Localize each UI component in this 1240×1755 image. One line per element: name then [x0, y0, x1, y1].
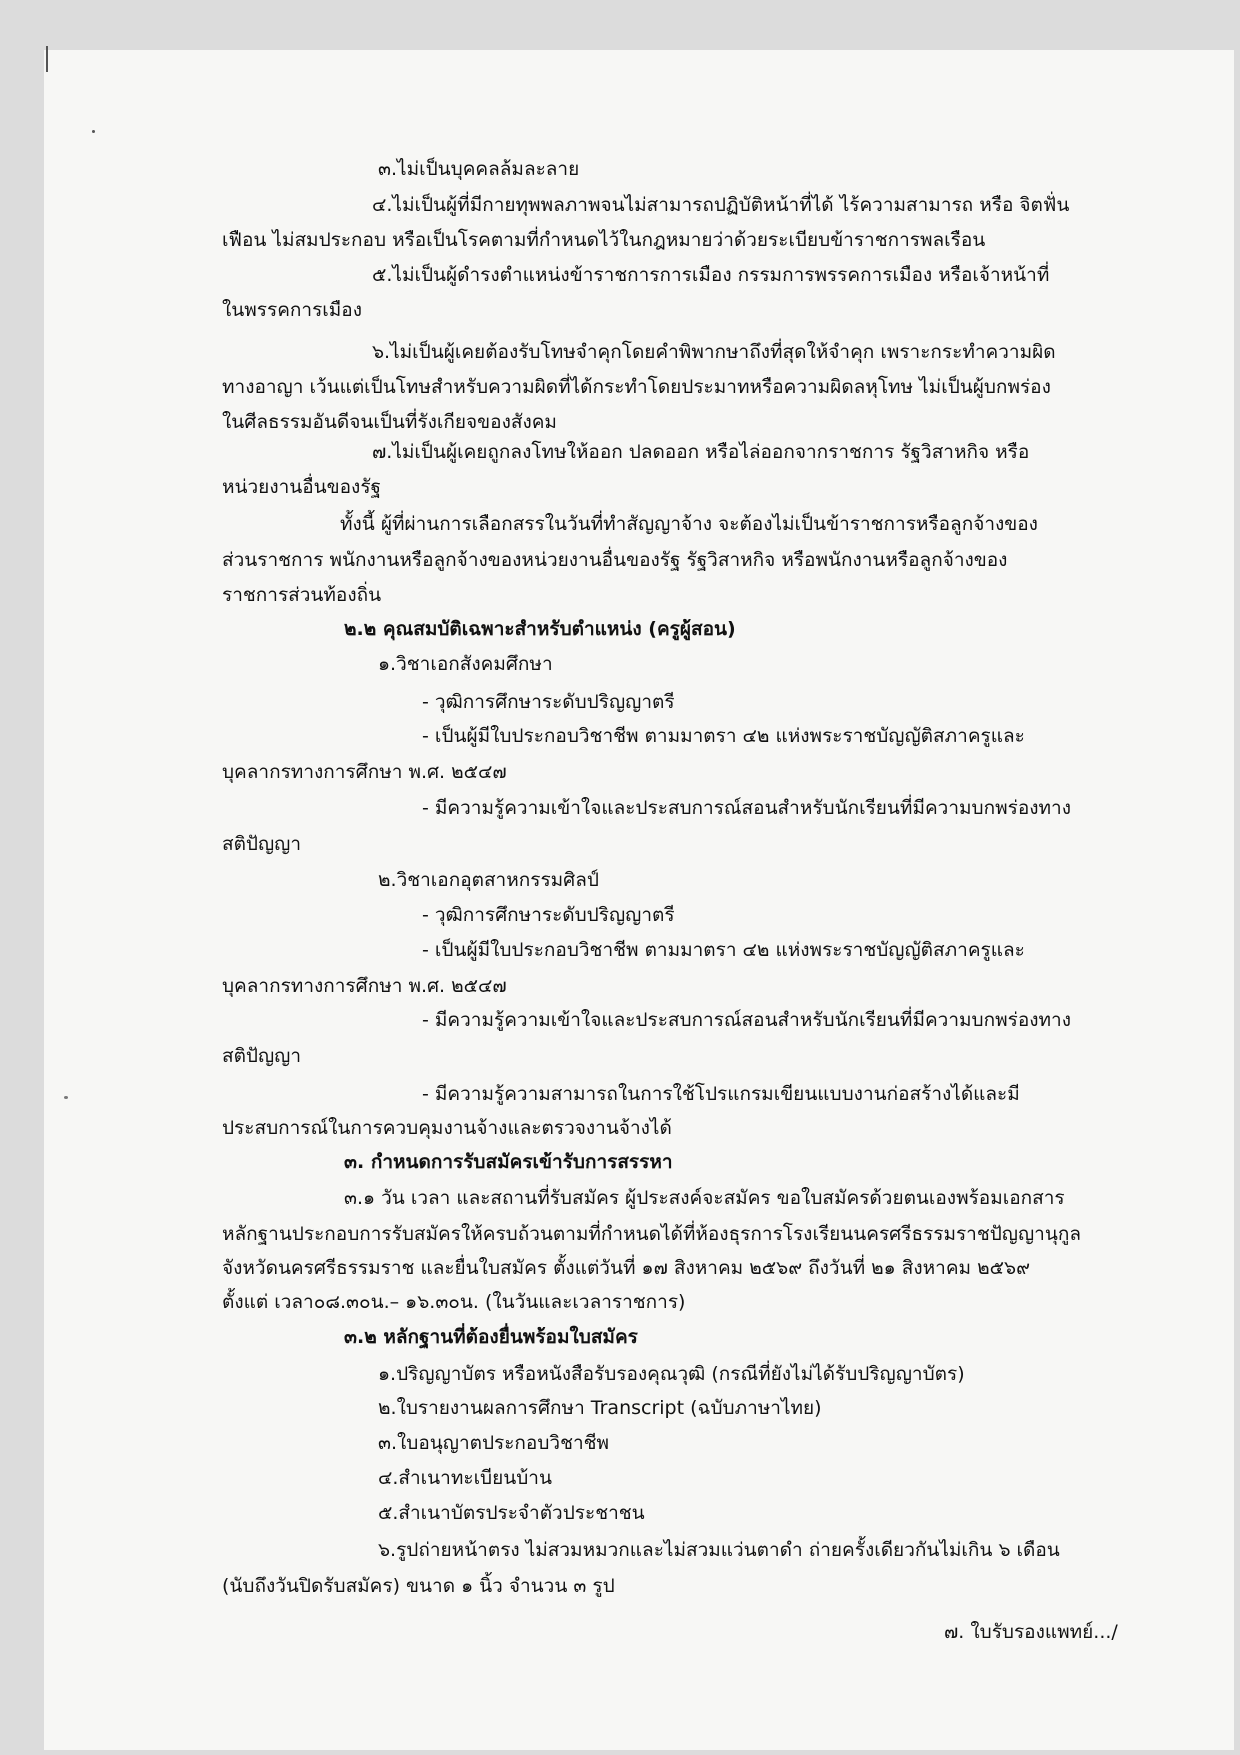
text-line: ๖.รูปถ่ายหน้าตรง ไม่สวมหมวกและไม่สวมแว่นตาดำ ถ่ายครั้งเดียวกันไม่เกิน ๖ เดือน	[378, 1539, 1060, 1561]
text-line: ๓.ไม่เป็นบุคคลล้มละลาย	[378, 158, 580, 180]
speck	[64, 1096, 68, 1099]
margin-mark	[46, 46, 48, 72]
text-line: ๖.ไม่เป็นผู้เคยต้องรับโทษจำคุกโดยคำพิพากษาถึงที่สุดให้จำคุก เพราะกระทำความผิด	[372, 341, 1056, 363]
text-line: หน่วยงานอื่นของรัฐ	[222, 476, 382, 498]
text-line: - วุฒิการศึกษาระดับปริญญาตรี	[422, 691, 675, 713]
text-line: ส่วนราชการ พนักงานหรือลูกจ้างของหน่วยงานอื่นของรัฐ รัฐวิสาหกิจ หรือพนักงานหรือลูกจ้างของ	[222, 549, 1008, 571]
speck	[92, 130, 95, 133]
text-line: - เป็นผู้มีใบประกอบวิชาชีพ ตามมาตรา ๔๒ แห่งพระราชบัญญัติสภาครูและ	[422, 939, 1025, 961]
text-line: เฟือน ไม่สมประกอบ หรือเป็นโรคตามที่กำหนดไว้ในกฎหมายว่าด้วยระเบียบข้าราชการพลเรือน	[222, 229, 986, 251]
text-line: ๒.วิชาเอกอุตสาหกรรมศิลป์	[378, 869, 599, 891]
text-line: ๑.วิชาเอกสังคมศึกษา	[378, 653, 553, 675]
text-line: ประสบการณ์ในการควบคุมงานจ้างและตรวจงานจ้างได้	[222, 1117, 672, 1139]
text-line: ราชการส่วนท้องถิ่น	[222, 584, 382, 606]
text-line: - เป็นผู้มีใบประกอบวิชาชีพ ตามมาตรา ๔๒ แห่งพระราชบัญญัติสภาครูและ	[422, 725, 1025, 747]
text-line: ๔.สำเนาทะเบียนบ้าน	[378, 1467, 552, 1489]
section-heading: ๒.๒ คุณสมบัติเฉพาะสำหรับตำแหน่ง (ครูผู้สอน)	[344, 618, 736, 640]
text-line: ๒.ใบรายงานผลการศึกษา Transcript (ฉบับภาษาไทย)	[378, 1397, 822, 1419]
text-line: ๕.สำเนาบัตรประจำตัวประชาชน	[378, 1502, 645, 1524]
text-line: ๓.ใบอนุญาตประกอบวิชาชีพ	[378, 1432, 610, 1454]
text-line: สติปัญญา	[222, 833, 302, 855]
text-line: - มีความรู้ความเข้าใจและประสบการณ์สอนสำหรับนักเรียนที่มีความบกพร่องทาง	[422, 1009, 1071, 1031]
section-heading: ๓.๒ หลักฐานที่ต้องยื่นพร้อมใบสมัคร	[344, 1326, 638, 1348]
text-line: บุคลากรทางการศึกษา พ.ศ. ๒๕๔๗	[222, 975, 507, 997]
text-line: (นับถึงวันปิดรับสมัคร) ขนาด ๑ นิ้ว จำนวน ๓ รูป	[222, 1575, 615, 1597]
text-line: ๕.ไม่เป็นผู้ดำรงตำแหน่งข้าราชการการเมือง กรรมการพรรคการเมือง หรือเจ้าหน้าที่	[372, 264, 1050, 286]
text-line: ๔.ไม่เป็นผู้ที่มีกายทุพพลภาพจนไม่สามารถปฏิบัติหน้าที่ได้ ไร้ความสามารถ หรือ จิตฟั่น	[372, 194, 1070, 216]
text-line: ทางอาญา เว้นแต่เป็นโทษสำหรับความผิดที่ได้กระทำโดยประมาทหรือความผิดลหุโทษ ไม่เป็นผู้บกพร่อง	[222, 376, 1051, 398]
text-line: ในพรรคการเมือง	[222, 299, 362, 321]
text-line: ๑.ปริญญาบัตร หรือหนังสือรับรองคุณวุฒิ (กรณีที่ยังไม่ได้รับปริญญาบัตร)	[378, 1363, 965, 1385]
text-line: สติปัญญา	[222, 1045, 302, 1067]
continuation-note: ๗. ใบรับรองแพทย์.../	[944, 1621, 1118, 1643]
text-line: จังหวัดนครศรีธรรมราช และยื่นใบสมัคร ตั้งแต่วันที่ ๑๗ สิงหาคม ๒๕๖๙ ถึงวันที่ ๒๑ สิงหาคม ๒๕๖๙	[222, 1257, 1031, 1279]
text-line: หลักฐานประกอบการรับสมัครให้ครบถ้วนตามที่กำหนดได้ที่ห้องธุรการโรงเรียนนครศรีธรรมราชปัญญานุกูล	[222, 1223, 1081, 1245]
text-line: ทั้งนี้ ผู้ที่ผ่านการเลือกสรรในวันที่ทำสัญญาจ้าง จะต้องไม่เป็นข้าราชการหรือลูกจ้างของ	[340, 513, 1038, 535]
text-line: - มีความรู้ความสามารถในการใช้โปรแกรมเขียนแบบงานก่อสร้างได้และมี	[422, 1083, 1020, 1105]
section-heading: ๓. กำหนดการรับสมัครเข้ารับการสรรหา	[344, 1151, 673, 1173]
text-line: - วุฒิการศึกษาระดับปริญญาตรี	[422, 904, 675, 926]
text-line: - มีความรู้ความเข้าใจและประสบการณ์สอนสำหรับนักเรียนที่มีความบกพร่องทาง	[422, 797, 1071, 819]
text-line: ๗.ไม่เป็นผู้เคยถูกลงโทษให้ออก ปลดออก หรือไล่ออกจากราชการ รัฐวิสาหกิจ หรือ	[372, 441, 1030, 463]
text-line: บุคลากรทางการศึกษา พ.ศ. ๒๕๔๗	[222, 761, 507, 783]
text-line: ตั้งแต่ เวลา๐๘.๓๐น.– ๑๖.๓๐น. (ในวันและเวลาราชการ)	[222, 1291, 686, 1313]
text-line: ในศีลธรรมอันดีจนเป็นที่รังเกียจของสังคม	[222, 411, 557, 433]
text-line: ๓.๑ วัน เวลา และสถานที่รับสมัคร ผู้ประสงค์จะสมัคร ขอใบสมัครด้วยตนเองพร้อมเอกสาร	[344, 1187, 1065, 1209]
